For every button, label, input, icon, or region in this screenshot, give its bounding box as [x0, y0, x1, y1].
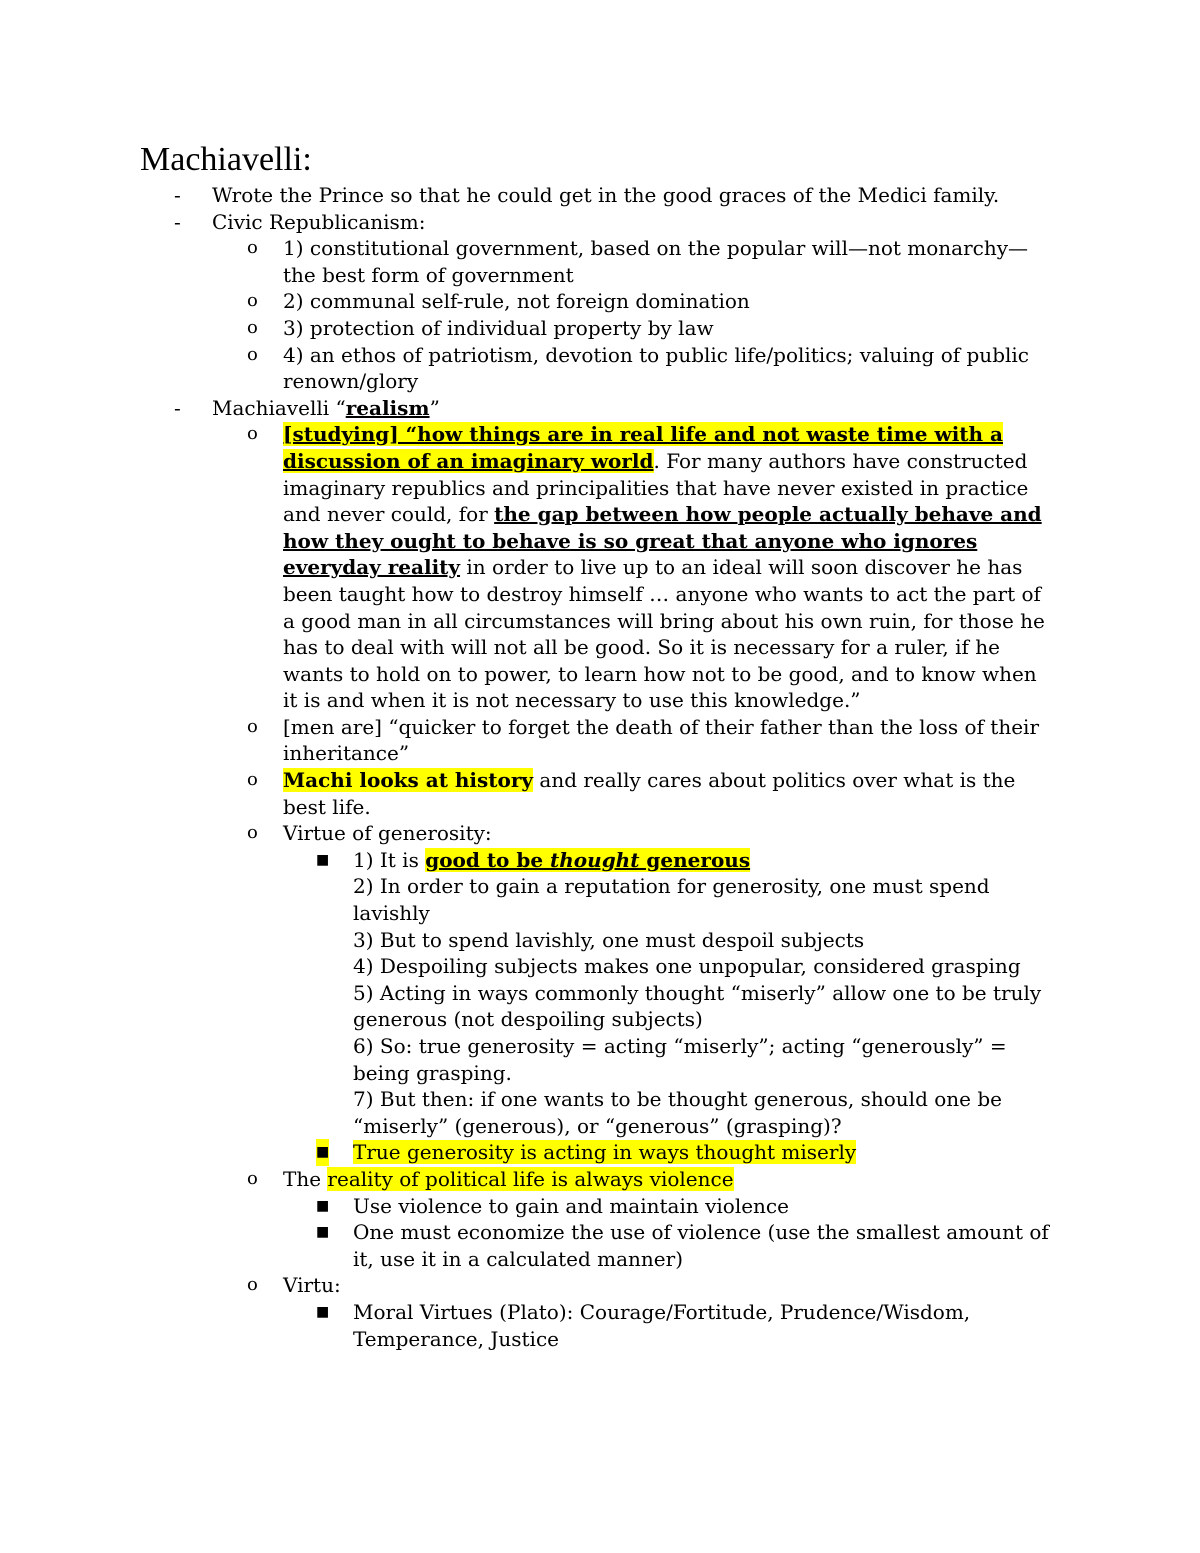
bold-underlined-quote: the gap between how people actually behave and how they ought to behave is so great that anyone who ignores everyday reality [283, 502, 1042, 580]
circle-bullet: o [247, 769, 258, 791]
square-bullet: ■ [316, 1139, 329, 1166]
sublist-item-history [0, 767, 1053, 820]
dash-bullet: - [174, 209, 181, 234]
highlighted-phrase: generous [639, 847, 751, 872]
circle-bullet: o [247, 237, 258, 259]
sublist-item-civic-2 [0, 288, 1053, 315]
item-text: 1) It is [353, 847, 426, 872]
item-text: The [283, 1166, 328, 1191]
sublist-item-virtue [0, 820, 1053, 847]
sublist-item-virtu [0, 1272, 1053, 1299]
emphasized-word: thought [550, 847, 640, 872]
list-item-prince [0, 182, 1052, 209]
sublist-item-violence-1 [0, 1193, 1053, 1220]
sublist-item-moral-virtues [0, 1299, 1053, 1352]
sublist-item-violence-2 [0, 1219, 1053, 1272]
circle-bullet: o [247, 1167, 258, 1189]
sublist-item-men [0, 714, 1053, 767]
dash-bullet: - [174, 183, 181, 207]
generosity-step-6: 6) So: true generosity = acting “miserly”; acting “generously” = being grasping. [353, 1034, 1007, 1085]
realism-emphasis: realism [345, 395, 430, 420]
sublist-item-quote [0, 421, 1053, 714]
square-bullet: ■ [316, 1303, 330, 1320]
highlighted-phrase: True generosity is acting in ways thought miserly [353, 1140, 857, 1165]
item-text: Moral Virtues (Plato): Courage/Fortitude, Prudence/Wisdom, Temperance, Justice [353, 1299, 971, 1351]
dash-bullet: - [174, 395, 181, 420]
generosity-step-2: 2) In order to gain a reputation for generosity, one must spend lavishly [353, 874, 990, 926]
circle-bullet: o [247, 343, 258, 365]
item-text: Virtue of generosity: [283, 821, 492, 846]
sublist-item-violence [0, 1166, 1053, 1193]
item-text: and really cares about politics over what is the best life. [283, 768, 1016, 819]
generosity-step-5: 5) Acting in ways commonly thought “miserly” allow one to be truly generous (not despoiling subjects) [353, 980, 1042, 1032]
sublist-item-civic-1 [0, 235, 1053, 288]
square-bullet: ■ [316, 851, 330, 868]
circle-bullet: o [247, 822, 258, 844]
circle-bullet: o [247, 715, 258, 737]
generosity-step-4: 4) Despoiling subjects makes one unpopular, considered grasping [353, 954, 1021, 979]
highlighted-phrase: Machi looks at history [283, 768, 534, 793]
item-text: 1) constitutional government, based on the popular will—not monarchy—the best form of government [283, 236, 1029, 287]
list-item-realism [0, 395, 1052, 422]
item-text: Machiavelli “ [212, 395, 346, 420]
generosity-step-3: 3) But to spend lavishly, one must despoil subjects [353, 927, 865, 952]
circle-bullet: o [247, 1274, 258, 1296]
highlighted-phrase: good to be [425, 847, 551, 872]
notes-outline [0, 182, 1200, 1352]
page-title: Machiavelli: [140, 141, 312, 178]
sublist-item-true-generosity [0, 1139, 1053, 1166]
item-text: Civic Republicanism: [212, 209, 426, 234]
circle-bullet: o [247, 316, 258, 338]
circle-bullet: o [247, 290, 258, 312]
item-text: Wrote the Prince so that he could get in the good graces of the Medici family. [212, 183, 1000, 207]
item-text: [men are] “quicker to forget the death of their father than the loss of their inheritance” [283, 714, 1040, 766]
generosity-step-7: 7) But then: if one wants to be thought generous, should one be “miserly” (generous), or “generous” (grasping)? [353, 1087, 1002, 1138]
item-text: ” [429, 395, 440, 420]
item-text: Use violence to gain and maintain violence [353, 1193, 789, 1218]
highlighted-quote: [studying] “how things are in real life and not waste time with a discussion of an imaginary world [283, 422, 1003, 473]
item-text: Virtu: [283, 1273, 341, 1298]
item-text: in order to live up to an ideal will soon discover he has been taught how to destroy himself … anyone who wants to act the part of a good man in all circumstances will bring about his own ruin, for those he has to deal with will not all be good. So it is necessary for a ruler, if he wants to hold on to power, to learn how not to be good, and to know when it is and when it is not necessary to use this knowledge.” [283, 555, 1045, 713]
sublist-item-civic-3 [0, 315, 1053, 342]
item-text: One must economize the use of violence (use the smallest amount of it, use it in a calculated manner) [353, 1220, 1049, 1271]
item-text: 3) protection of individual property by law [283, 315, 714, 340]
highlighted-phrase: reality of political life is always violence [327, 1166, 734, 1191]
item-text: 4) an ethos of patriotism, devotion to public life/politics; valuing of public renown/glory [283, 342, 1029, 394]
sublist-item-civic-4 [0, 342, 1053, 395]
circle-bullet: o [247, 423, 258, 445]
generosity-step-1 [353, 847, 1053, 874]
square-bullet: ■ [316, 1197, 330, 1214]
item-text: 2) communal self-rule, not foreign domination [283, 289, 750, 314]
square-bullet: ■ [316, 1224, 330, 1241]
item-text: . For many authors have constructed imaginary republics and principalities that have never existed in practice and never could, for [283, 448, 1029, 527]
generosity-argument [0, 847, 1053, 1140]
list-item-civic [0, 209, 1052, 236]
